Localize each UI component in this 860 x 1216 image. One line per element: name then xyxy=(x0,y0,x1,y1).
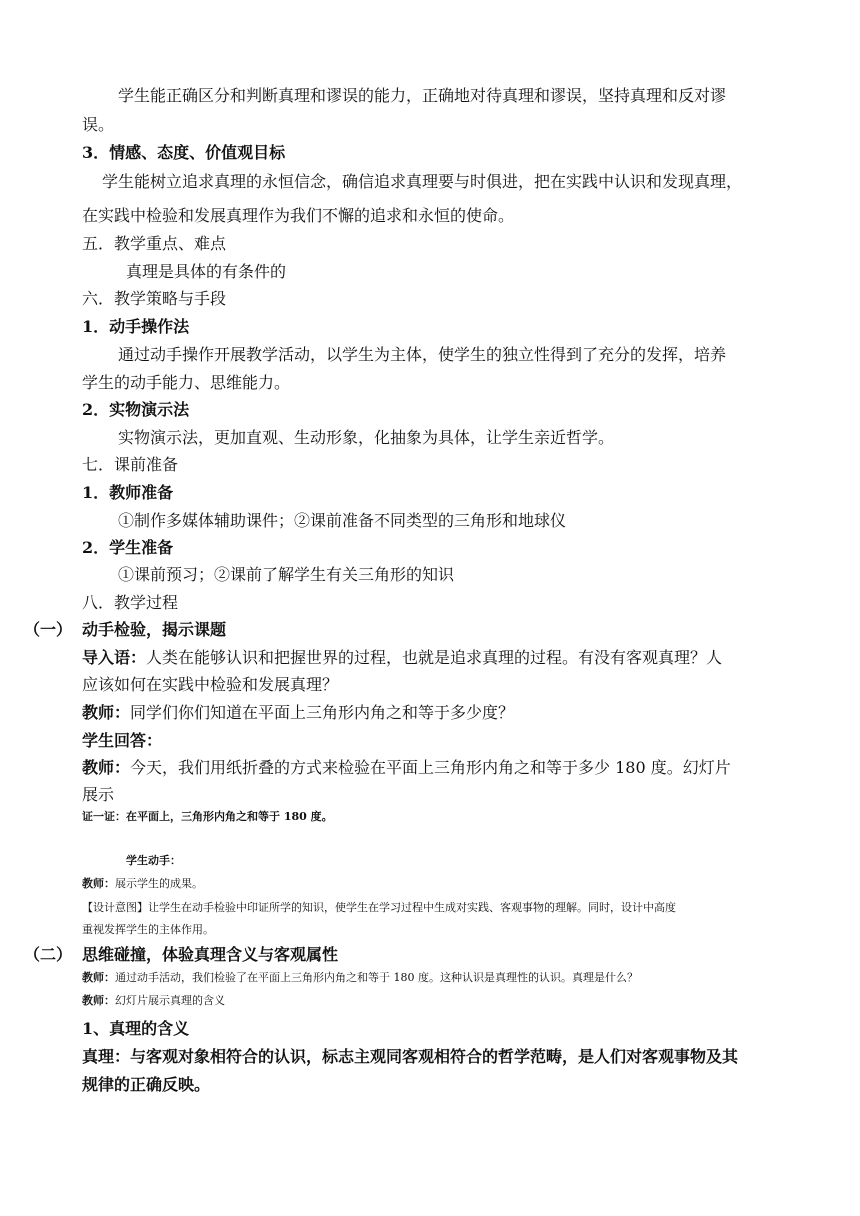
paragraph-line: 学生能树立追求真理的永恒信念，确信追求真理要与时俱进，把在实践中认识和发现真理， xyxy=(102,172,743,191)
paragraph-line: ①制作多媒体辅助课件；②课前准备不同类型的三角形和地球仪 xyxy=(118,511,567,530)
paragraph-line xyxy=(82,972,638,983)
paragraph-line: 学生的动手能力、思维能力。 xyxy=(82,373,291,392)
paragraph-line: 误。 xyxy=(82,115,115,134)
speaker-label: 教师： xyxy=(82,994,115,1007)
paragraph-line: 证一证：在平面上，三角形内角之和等于 180 度。 xyxy=(82,810,333,823)
definition-line: 规律的正确反映。 xyxy=(82,1075,211,1094)
design-intent-line: 重视发挥学生的主体作用。 xyxy=(82,923,214,936)
speaker-text: 今天，我们用纸折叠的方式来检验在平面上三角形内角之和等于多少 180 度。幻灯片 xyxy=(130,758,731,777)
paragraph-line xyxy=(82,995,225,1006)
speaker-label: 教师： xyxy=(82,877,115,890)
speaker-text: 通过动手活动，我们检验了在平面上三角形内角之和等于 180 度。这种认识是真理性的认识。真理是什么？ xyxy=(115,971,638,984)
section-heading: 七．课前准备 xyxy=(82,455,179,474)
paragraph-line xyxy=(82,650,722,666)
speaker-text: 展示学生的成果。 xyxy=(115,877,203,890)
section-heading: 八．教学过程 xyxy=(82,593,179,612)
design-intent-line: 【设计意图】让学生在动手检验中印证所学的知识，使学生在学习过程中生成对实践、客观事物的理解。同时，设计中高度 xyxy=(82,901,676,914)
paragraph-line: 学生动手： xyxy=(126,854,181,867)
process-step-number: （二） xyxy=(24,945,73,964)
subsection-heading: 1．动手操作法 xyxy=(82,317,190,336)
section-heading: 五．教学重点、难点 xyxy=(82,234,227,253)
speaker-label: 教师： xyxy=(82,703,131,722)
speaker-label: 教师： xyxy=(82,758,131,777)
paragraph-line: 通过动手操作开展教学活动，以学生为主体，使学生的独立性得到了充分的发挥，培养 xyxy=(118,345,727,364)
speaker-label: 导入语： xyxy=(82,648,147,667)
section-heading: 3．情感、态度、价值观目标 xyxy=(82,143,286,162)
paragraph-line xyxy=(82,760,731,776)
speaker-label: 教师： xyxy=(82,971,115,984)
paragraph-line: 学生回答： xyxy=(82,731,163,750)
subsection-heading: 1、真理的含义 xyxy=(82,1019,190,1038)
paragraph-line: 实物演示法，更加直观、生动形象，化抽象为具体，让学生亲近哲学。 xyxy=(118,428,615,447)
process-step-title: 思维碰撞，体验真理含义与客观属性 xyxy=(82,945,339,964)
paragraph-line: 真理是具体的有条件的 xyxy=(126,262,287,281)
paragraph-line: ①课前预习；②课前了解学生有关三角形的知识 xyxy=(118,565,455,584)
process-step-number: （一） xyxy=(24,620,73,639)
paragraph-line xyxy=(82,705,514,721)
definition-line: 真理：与客观对象相符合的认识，标志主观同客观相符合的哲学范畴，是人们对客观事物及其 xyxy=(82,1047,739,1066)
paragraph-line: 学生能正确区分和判断真理和谬误的能力，正确地对待真理和谬误，坚持真理和反对谬 xyxy=(118,86,727,105)
process-step-title: 动手检验，揭示课题 xyxy=(82,620,227,639)
speaker-text: 人类在能够认识和把握世界的过程，也就是追求真理的过程。有没有客观真理？人 xyxy=(146,648,723,667)
subsection-heading: 2．实物演示法 xyxy=(82,400,190,419)
speaker-text: 幻灯片展示真理的含义 xyxy=(115,994,225,1007)
paragraph-line: 展示 xyxy=(82,785,115,804)
paragraph-line: 在实践中检验和发展真理作为我们不懈的追求和永恒的使命。 xyxy=(82,206,515,225)
subsection-heading: 1．教师准备 xyxy=(82,483,174,502)
speaker-text: 同学们你们知道在平面上三角形内角之和等于多少度？ xyxy=(130,703,515,722)
paragraph-line: 应该如何在实践中检验和发展真理？ xyxy=(82,675,339,694)
section-heading: 六．教学策略与手段 xyxy=(82,289,227,308)
subsection-heading: 2．学生准备 xyxy=(82,538,174,557)
paragraph-line xyxy=(82,878,203,889)
